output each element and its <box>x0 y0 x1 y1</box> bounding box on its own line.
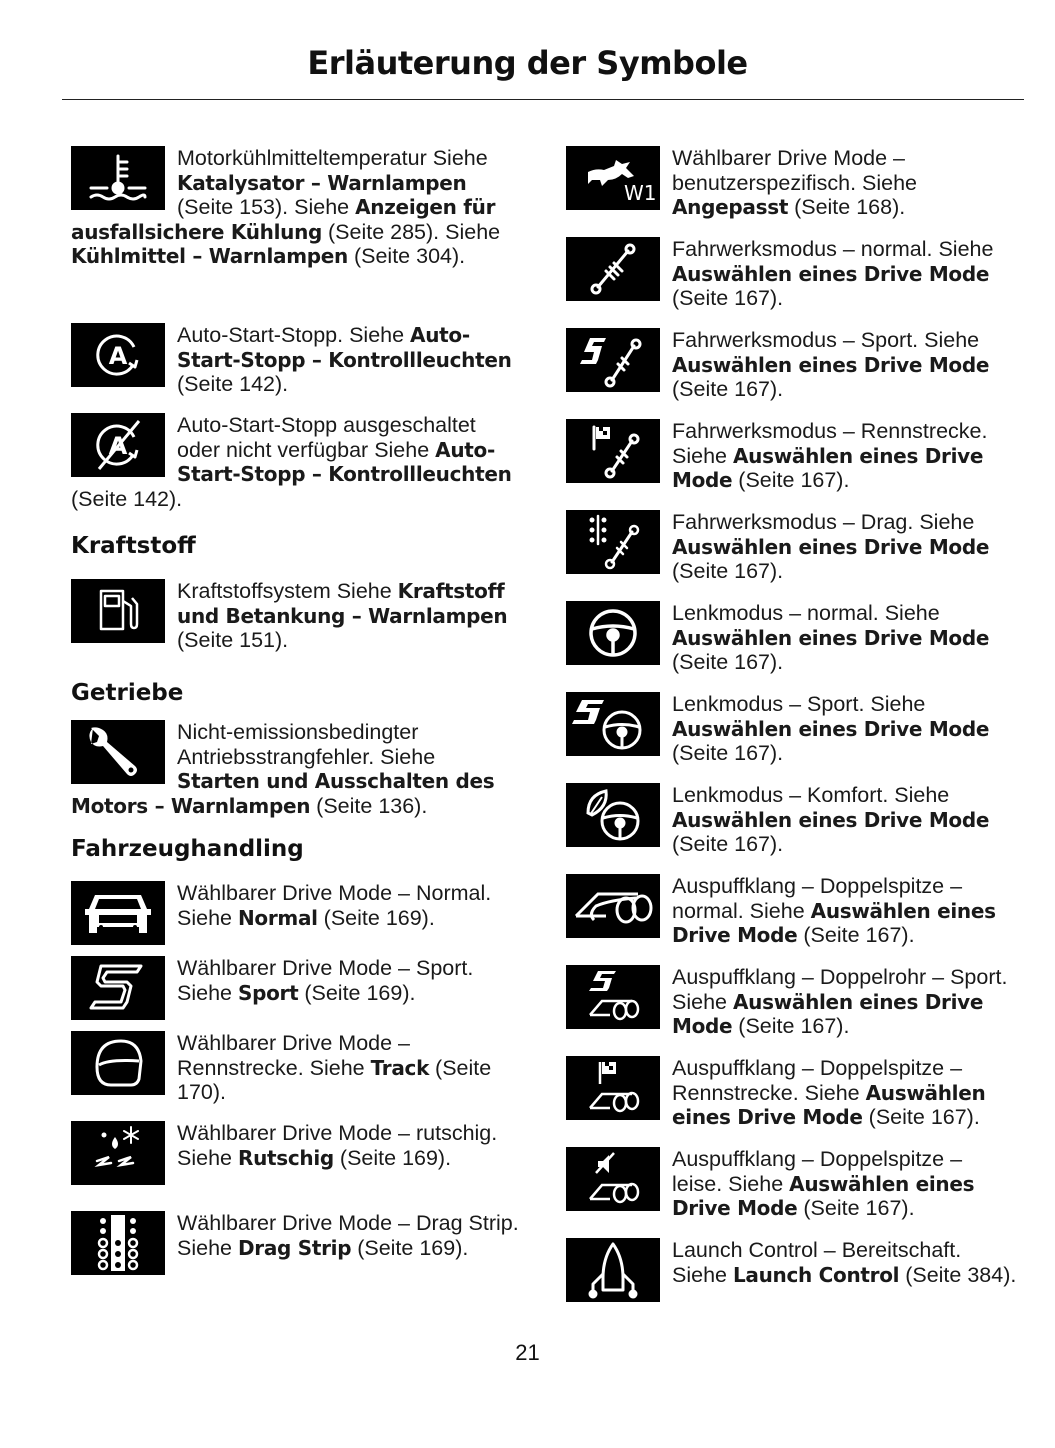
page-title: Erläuterung der Symbole <box>307 44 748 82</box>
mustang-custom-mode-icon <box>566 146 660 210</box>
steering-sport-icon <box>566 692 660 756</box>
symbol-entry: Auspuffklang – Doppelspitze – leise. Siehe Auswählen eines Drive Mode (Seite 167). <box>566 1147 1018 1238</box>
exhaust-normal-icon <box>566 874 660 938</box>
symbol-entry: Nicht-emissionsbedingter Antriebsstrangfehler. Siehe Starten und Ausschalten des Motors – Warnlampen (Seite 136). <box>71 720 495 818</box>
symbol-entry: Fahrwerksmodus – normal. Siehe Auswählen eines Drive Mode (Seite 167). <box>566 237 1018 328</box>
symbol-entry: Lenkmodus – Sport. Siehe Auswählen eines Drive Mode (Seite 167). <box>566 692 1018 783</box>
exhaust-track-icon <box>566 1056 660 1120</box>
symbol-entry: Auspuffklang – Doppelspitze – normal. Siehe Auswählen eines Drive Mode (Seite 167). <box>566 874 1018 965</box>
left-column <box>71 146 523 1291</box>
svg-text:A: A <box>108 432 128 460</box>
launch-control-icon <box>566 1238 660 1302</box>
svg-text:W1: W1 <box>624 181 657 205</box>
symbol-entry: Wählbarer Drive Mode – Normal. Siehe Normal (Seite 169). <box>71 881 523 956</box>
auto-start-stop-off-icon <box>71 413 165 477</box>
title-divider <box>62 99 1024 100</box>
symbol-entry: Wählbarer Drive Mode – Sport. Siehe Sport (Seite 169). <box>71 956 523 1031</box>
helmet-icon <box>71 1031 165 1095</box>
right-column <box>566 146 1018 1329</box>
sport-s-icon <box>71 956 165 1020</box>
symbol-entry: Lenkmodus – normal. Siehe Auswählen eines Drive Mode (Seite 167). <box>566 601 1018 692</box>
drag-strip-icon <box>71 1211 165 1275</box>
auto-start-stop-icon <box>71 323 165 387</box>
suspension-sport-icon <box>566 328 660 392</box>
symbol-entry: A Auto-Start-Stopp. Siehe Auto-Start-Stopp – Kontrollleuchten (Seite 142). <box>71 323 523 413</box>
exhaust-sport-icon <box>566 965 660 1029</box>
exhaust-quiet-icon <box>566 1147 660 1211</box>
coolant-temperature-icon <box>71 146 165 210</box>
symbol-entry: Launch Control – Bereitschaft. Siehe Launch Control (Seite 384). <box>566 1238 1018 1329</box>
slippery-icon <box>71 1121 165 1185</box>
symbol-entry: Wählbarer Drive Mode – Rennstrecke. Siehe Track (Seite 170). <box>71 1031 523 1121</box>
steering-comfort-icon <box>566 783 660 847</box>
wrench-icon <box>71 720 165 784</box>
symbol-entry: Auspuffklang – Doppelspitze – Rennstrecke. Siehe Auswählen eines Drive Mode (Seite 167). <box>566 1056 1018 1147</box>
car-front-icon <box>71 881 165 945</box>
svg-text:A: A <box>108 342 128 370</box>
fuel-pump-icon <box>71 579 165 643</box>
section-heading: Kraftstoff <box>71 533 196 559</box>
suspension-track-icon <box>566 419 660 483</box>
symbol-entry: Fahrwerksmodus – Sport. Siehe Auswählen eines Drive Mode (Seite 167). <box>566 328 1018 419</box>
steering-normal-icon <box>566 601 660 665</box>
suspension-normal-icon <box>566 237 660 301</box>
page-number: 21 <box>515 1340 540 1365</box>
section-heading: Getriebe <box>71 680 184 706</box>
symbol-entry: Motorkühlmitteltemperatur Siehe Katalysator – Warnlampen (Seite 153). Siehe Anzeigen für ausfallsichere Kühlung (Seite 285). Siehe Kühlmittel – Warnlampen (Seite 304). <box>71 146 501 268</box>
symbol-entry: A Auto-Start-Stopp ausgeschaltet oder nicht verfügbar Siehe Auto-Start-Stopp – Kontrollleuchten (Seite 142). <box>71 413 512 511</box>
symbol-entry: Wählbarer Drive Mode – Drag Strip. Siehe Drag Strip (Seite 169). <box>71 1211 523 1291</box>
symbol-entry: Auspuffklang – Doppelrohr – Sport. Siehe Auswählen eines Drive Mode (Seite 167). <box>566 965 1018 1056</box>
symbol-entry: Kraftstoffsystem Siehe Kraftstoff und Betankung – Warnlampen (Seite 151). <box>71 579 523 680</box>
symbol-entry: W1 Wählbarer Drive Mode – benutzerspezifisch. Siehe Angepasst (Seite 168). <box>566 146 1018 237</box>
symbol-entry: Wählbarer Drive Mode – rutschig. Siehe Rutschig (Seite 169). <box>71 1121 523 1211</box>
suspension-drag-icon <box>566 510 660 574</box>
symbol-entry: Fahrwerksmodus – Rennstrecke. Siehe Auswählen eines Drive Mode (Seite 167). <box>566 419 1018 510</box>
symbol-entry: Lenkmodus – Komfort. Siehe Auswählen eines Drive Mode (Seite 167). <box>566 783 1018 874</box>
section-heading: Fahrzeughandling <box>71 836 304 862</box>
symbol-entry: Fahrwerksmodus – Drag. Siehe Auswählen eines Drive Mode (Seite 167). <box>566 510 1018 601</box>
